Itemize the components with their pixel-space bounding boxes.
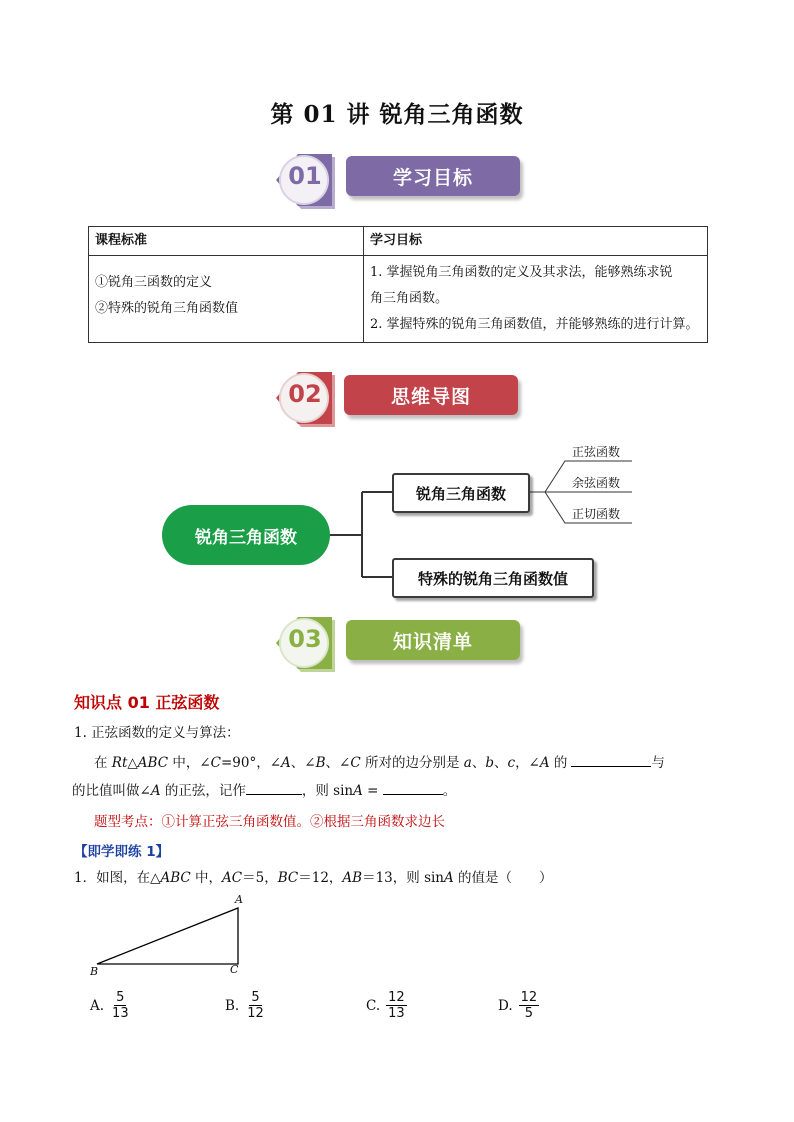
text: =90°，∠: [220, 755, 282, 771]
goal-item: 角三角函数。: [370, 291, 449, 306]
text: ，∠: [515, 755, 540, 771]
page-title: 第 01 讲 锐角三角函数: [270, 101, 524, 128]
section-number: 03: [288, 625, 322, 653]
section-label: 知识清单: [346, 620, 520, 660]
text: 、∠: [325, 755, 351, 771]
math: Rt: [111, 755, 128, 771]
vertex-label-a: A: [235, 893, 243, 906]
text: 的: [549, 755, 568, 771]
math: C: [210, 755, 221, 771]
table-header-standard: 课程标准: [89, 227, 364, 256]
math: C: [350, 755, 361, 771]
section-label: 思维导图: [344, 375, 518, 415]
math: ABC: [137, 755, 169, 771]
math: a: [463, 755, 472, 771]
text: 中，∠: [168, 755, 211, 771]
text: 、: [494, 755, 508, 771]
text: 的比值叫做∠: [72, 783, 151, 799]
fraction: [110, 990, 131, 1021]
numerator: 5: [116, 990, 125, 1005]
goal-item: 2. 掌握特殊的锐角三角函数值，并能够熟练的进行计算。: [370, 317, 699, 332]
math: BC: [277, 870, 299, 886]
section-number: 01: [288, 162, 322, 190]
math: A: [281, 755, 291, 771]
mindmap-leaf-cosine: 余弦函数: [572, 476, 621, 490]
fraction: [386, 990, 407, 1021]
text: 的正弦，记作: [160, 783, 246, 799]
drill-label: 【即学即练 1】: [74, 844, 170, 860]
math: B: [315, 755, 326, 771]
text: 。: [442, 783, 457, 799]
section-number: 02: [288, 380, 322, 408]
fraction: [245, 990, 266, 1021]
denominator: 12: [247, 1006, 264, 1021]
mindmap-branch-special: 特殊的锐角三角函数值: [392, 558, 594, 598]
math: A: [150, 783, 161, 799]
math: b: [485, 755, 494, 771]
text: △: [127, 755, 138, 771]
text: ＝12，: [298, 870, 343, 886]
triangle-abc: [97, 908, 238, 964]
mindmap-root: 锐角三角函数: [162, 505, 330, 565]
knowledge-point-title: 知识点 01 正弦函数: [74, 693, 220, 712]
text: =: [362, 783, 383, 799]
text: 、: [471, 755, 486, 771]
text: 与: [651, 755, 665, 771]
text: 中，: [190, 870, 223, 886]
option-letter: A.: [90, 997, 105, 1014]
text: ＝5，: [242, 870, 278, 886]
option-b[interactable]: [225, 990, 266, 1021]
mindmap-leaf-sine: 正弦函数: [572, 445, 621, 459]
text: ＝13，则 sin: [362, 870, 445, 886]
math: A: [539, 755, 550, 771]
text: 1．如图，在△: [74, 870, 161, 886]
question-type-tip: 题型考点：①计算正弦三角函数值。②根据三角函数求边长: [94, 814, 445, 830]
option-letter: D.: [498, 997, 513, 1014]
text: 在: [94, 755, 112, 771]
denominator: 13: [388, 1006, 405, 1021]
option-a[interactable]: [90, 990, 131, 1021]
goal-item: 1. 掌握锐角三角函数的定义及其求法，能够熟练求锐: [370, 265, 673, 280]
denominator: 13: [112, 1006, 129, 1021]
text: 所对的边分别是: [360, 755, 464, 771]
standard-item: ①锐角三函数的定义: [95, 275, 213, 290]
math: A: [444, 870, 454, 886]
math: A: [353, 783, 363, 799]
standard-item: ②特殊的锐角三角函数值: [95, 301, 239, 316]
text: ，则 sin: [301, 783, 354, 799]
math: AB: [342, 870, 363, 886]
mindmap-leaf-tangent: 正切函数: [572, 507, 621, 521]
option-c[interactable]: [366, 990, 407, 1021]
numerator: 12: [388, 990, 405, 1005]
vertex-label-b: B: [90, 965, 99, 978]
denominator: 5: [524, 1006, 534, 1021]
definition-heading: 1. 正弦函数的定义与算法：: [74, 725, 240, 741]
math: AC: [222, 870, 243, 886]
text: 、∠: [290, 755, 316, 771]
mindmap-branch-trig: 锐角三角函数: [392, 473, 530, 513]
math: c: [507, 755, 516, 771]
table-header-goal: 学习目标: [364, 227, 708, 256]
vertex-label-c: C: [230, 963, 239, 976]
numerator: 5: [251, 990, 260, 1005]
text: 的值是（ ）: [453, 870, 553, 886]
option-letter: B.: [225, 997, 240, 1014]
math: ABC: [160, 870, 191, 886]
option-letter: C.: [366, 997, 381, 1014]
fraction: [519, 990, 540, 1021]
section-label: 学习目标: [346, 156, 520, 196]
numerator: 12: [520, 990, 538, 1005]
option-d[interactable]: [498, 990, 539, 1021]
